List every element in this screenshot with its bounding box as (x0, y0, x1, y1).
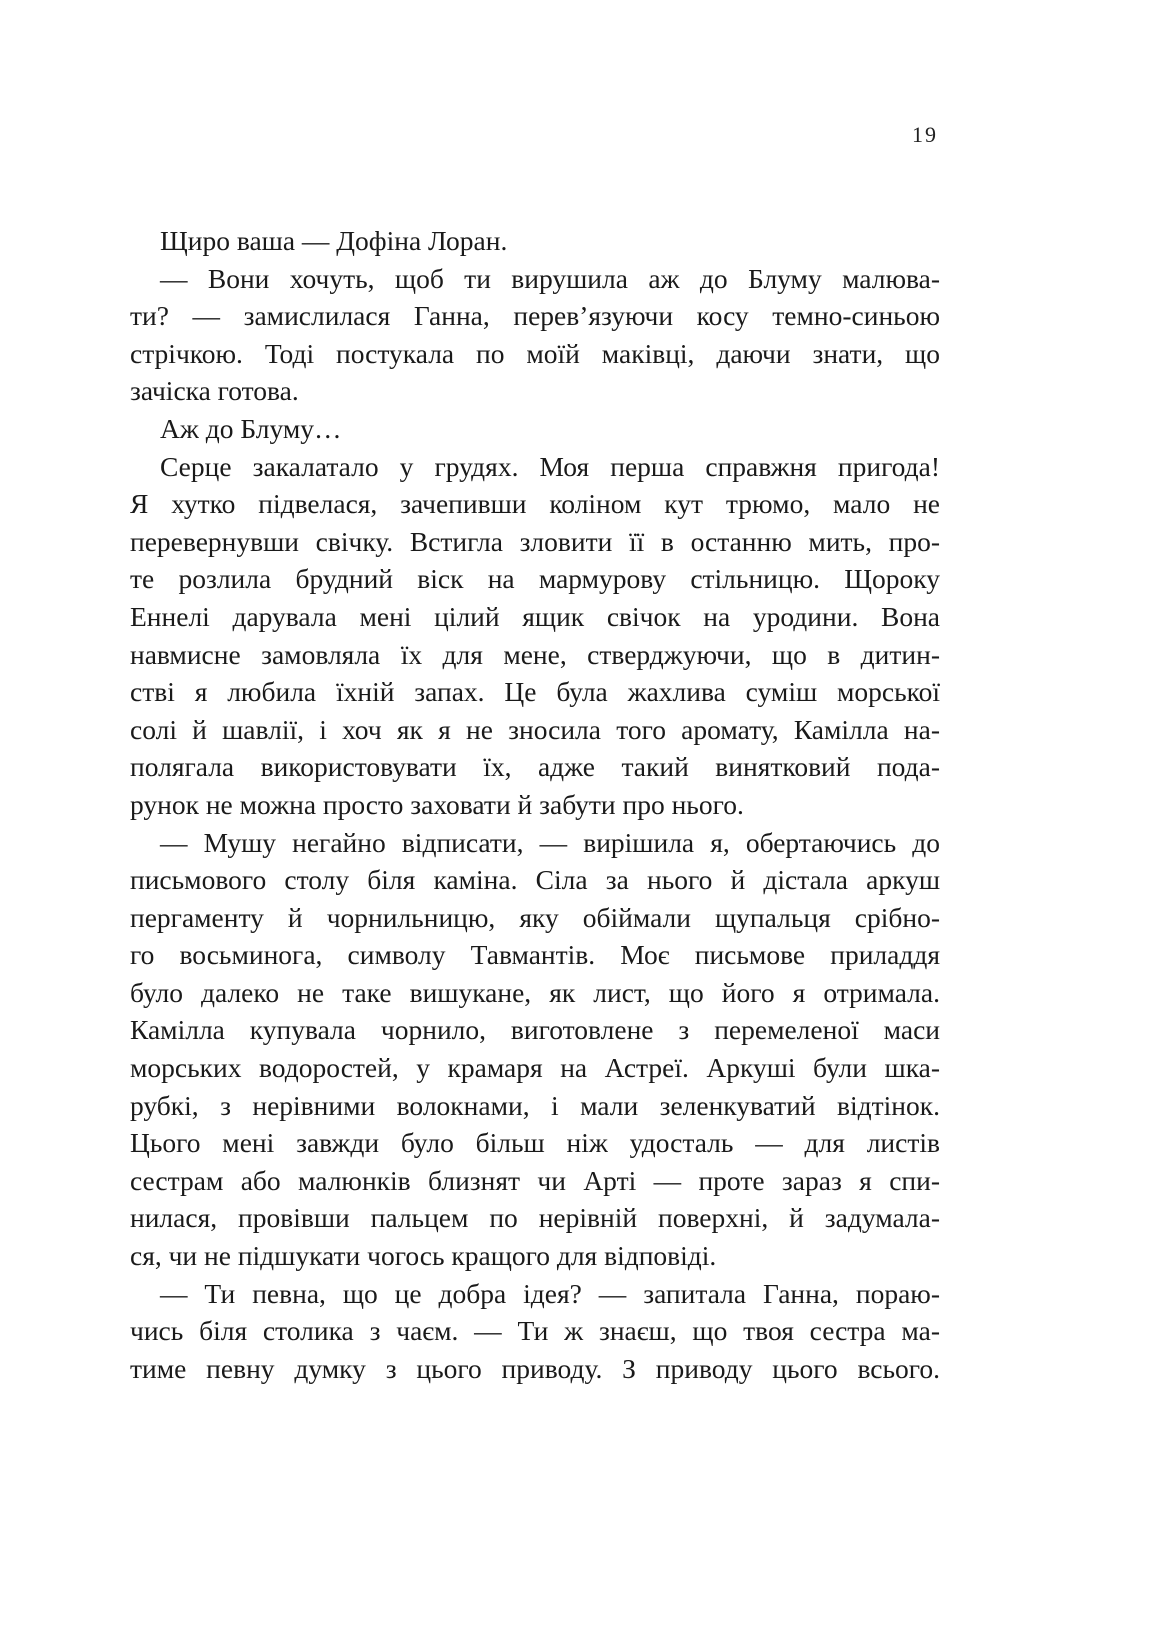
text-line: — Вони хочуть, щоб ти вирушила аж до Блуму малюва- (160, 262, 940, 294)
text-line: перевернувши свічку. Встигла зловити її в останню мить, про- (130, 525, 940, 557)
text-line: солі й шавлії, і хоч як я не зносила того аромату, Камілла на- (130, 713, 940, 745)
text-line: — Ти певна, що це добра ідея? — запитала Ганна, пораю- (160, 1277, 940, 1309)
paragraph-signature (130, 222, 940, 260)
text-line: пергаменту й чорнильницю, яку обіймали щупальця срібно- (130, 901, 940, 933)
text-line: Цього мені завжди було більш ніж удосталь — для листів (130, 1127, 940, 1159)
paragraph-narration-writing-desk (130, 824, 940, 1275)
text-line: нилася, провівши пальцем по нерівній поверхні, й задумала- (130, 1202, 940, 1234)
text-line: навмисне замовляла їх для мене, стверджуючи, що в дитин- (130, 638, 940, 670)
text-line: полягала використовувати їх, адже такий винятковий пода- (130, 751, 940, 783)
text-line: Я хутко підвелася, зачепивши коліном кут трюмо, мало не (130, 488, 940, 520)
text-line: Серце закалатало у грудях. Моя перша справжня пригода! (160, 450, 940, 482)
text-line: сестрам або малюнків близнят чи Арті — проте зараз я спи- (130, 1164, 940, 1196)
paragraph-aside (130, 410, 940, 448)
text-line: морських водоростей, у крамаря на Астреї. Аркуші були шка- (130, 1052, 940, 1084)
paragraph-dialogue-hanna-1 (130, 260, 940, 410)
text-line: зачіска готова. (130, 375, 299, 407)
text-line: ти? — замислилася Ганна, перев’язуючи косу темно-синьою (130, 300, 940, 332)
text-line: стрічкою. Тоді постукала по моїй маківці, даючи знати, що (130, 337, 940, 369)
text-line: Камілла купувала чорнило, виготовлене з перемеленої маси (130, 1014, 940, 1046)
text-line: Аж до Блуму… (160, 412, 342, 444)
text-line: чись біля столика з чаєм. — Ти ж знаєш, що твоя сестра ма- (130, 1315, 940, 1347)
page-number: 19 (912, 122, 938, 147)
text-line: тиме певну думку з цього приводу. З приводу цього всього. (130, 1352, 940, 1384)
text-line: те розлила брудний віск на мармурову стільницю. Щороку (130, 563, 940, 595)
text-line: письмового столу біля каміна. Сіла за нього й дістала аркуш (130, 864, 940, 896)
text-line: — Мушу негайно відписати, — вирішила я, обертаючись до (160, 826, 940, 858)
text-line: рубкі, з нерівними волокнами, і мали зеленкуватий відтінок. (130, 1089, 940, 1121)
text-line: було далеко не таке вишукане, як лист, що його я отримала. (130, 976, 940, 1008)
paragraph-narration-candles (130, 448, 940, 824)
text-line: рунок не можна просто заховати й забути про нього. (130, 788, 744, 820)
text-line: стві я любила їхній запах. Це була жахлива суміш морської (130, 676, 940, 708)
text-line: го восьминога, символу Тавмантів. Моє письмове приладдя (130, 939, 940, 971)
paragraph-dialogue-hanna-2 (130, 1275, 940, 1388)
text-line: ся, чи не підшукати чогось кращого для відповіді. (130, 1240, 717, 1272)
body-text (130, 222, 940, 1387)
text-line: Щиро ваша — Дофіна Лоран. (160, 225, 508, 256)
text-line: Еннелі дарувала мені цілий ящик свічок на уродини. Вона (130, 600, 940, 632)
